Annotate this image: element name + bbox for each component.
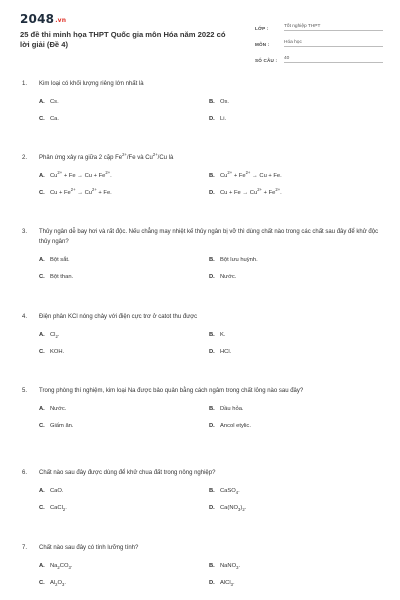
option-letter: C.: [39, 349, 45, 355]
meta-value: Hóa học: [284, 40, 383, 47]
question-2: [22, 153, 382, 197]
question-number: 2.: [22, 155, 28, 161]
option-d[interactable]: [209, 504, 379, 512]
options-row: [22, 579, 382, 587]
question-stem: [22, 386, 382, 396]
question-7: [22, 543, 382, 587]
options-row: [22, 422, 382, 430]
option-letter: D.: [209, 349, 215, 355]
option-b[interactable]: [209, 256, 379, 264]
option-letter: A.: [39, 332, 45, 338]
question-text: Chất nào sau đây có tính lưỡng tính?: [39, 545, 139, 551]
option-text: $Cu^{2+} + Fe^{2+} \to Cu + Fe$.: [220, 170, 282, 179]
option-text: Bột than.: [50, 274, 74, 280]
question-number: 6.: [22, 470, 28, 476]
option-d[interactable]: [209, 273, 379, 281]
question-number: 4.: [22, 314, 28, 320]
option-letter: C.: [39, 580, 45, 586]
option-text: Bột sắt.: [50, 257, 70, 263]
question-5: [22, 386, 382, 430]
meta-info: [255, 15, 383, 63]
option-b[interactable]: [209, 172, 379, 180]
option-b[interactable]: [209, 562, 379, 570]
option-text: K.: [220, 332, 226, 338]
question-3: [22, 227, 382, 281]
meta-value: Tốt nghiệp THPT: [284, 24, 383, 31]
question-text: Kim loại có khối lượng riêng lớn nhất là: [39, 81, 144, 87]
option-d[interactable]: [209, 422, 379, 430]
question-text: Trong phòng thí nghiệm, kim loại Na được bảo quản bằng cách ngâm trong chất lỏng nào sau đây?: [39, 388, 304, 394]
option-letter: C.: [39, 505, 45, 511]
option-letter: B.: [209, 332, 215, 338]
option-letter: A.: [39, 406, 45, 412]
option-d[interactable]: [209, 579, 379, 587]
options-row: [22, 331, 382, 339]
option-text: AlCl$_3$.: [220, 580, 235, 588]
option-b[interactable]: [209, 98, 379, 106]
question-text: Thủy ngân dễ bay hơi và rất độc. Nếu chẳng may nhiệt kế thủy ngân bị vỡ thì dùng chất nào trong các chất sau đây để khử độc thủy ngân?: [39, 229, 379, 245]
question-stem: [22, 468, 382, 478]
option-text: Ca.: [50, 116, 60, 122]
option-text: NaNO$_3$.: [220, 563, 241, 571]
question-4: [22, 312, 382, 356]
option-text: KOH.: [50, 349, 65, 355]
option-c[interactable]: [39, 422, 209, 430]
option-a[interactable]: [39, 562, 209, 570]
option-letter: A.: [39, 173, 45, 179]
question-1: [22, 79, 382, 123]
question-stem: [22, 153, 382, 163]
options-row: [22, 98, 382, 106]
options-row: [22, 348, 382, 356]
meta-row-class: [255, 15, 383, 31]
option-text: $Cu^{2+} + Fe \to Cu + Fe^{2+}$.: [50, 170, 112, 179]
option-letter: A.: [39, 257, 45, 263]
option-text: $Cl_2$.: [50, 332, 60, 340]
options-row: [22, 562, 382, 570]
option-letter: D.: [209, 423, 215, 429]
question-number: 7.: [22, 545, 28, 551]
option-text: Os.: [220, 99, 230, 105]
option-letter: B.: [209, 563, 215, 569]
option-letter: D.: [209, 116, 215, 122]
option-text: $Na_2CO_3$.: [50, 563, 73, 571]
meta-label: SỐ CÂU :: [255, 58, 278, 63]
meta-label: LỚP :: [255, 26, 269, 31]
options-row: [22, 115, 382, 123]
meta-label: MÔN :: [255, 42, 270, 47]
option-letter: C.: [39, 274, 45, 280]
option-c[interactable]: [39, 189, 209, 197]
option-text: HCl.: [220, 349, 232, 355]
option-text: Giấm ăn.: [50, 423, 74, 429]
options-row: [22, 487, 382, 495]
option-text: Dầu hỏa.: [220, 406, 244, 412]
options-row: [22, 273, 382, 281]
site-logo[interactable]: [20, 12, 66, 26]
option-d[interactable]: [209, 348, 379, 356]
option-text: $Cu + Fe \to Cu^{2+} + Fe^{2+}$.: [220, 187, 282, 196]
option-c[interactable]: [39, 579, 209, 587]
logo-text: 2048: [20, 12, 55, 26]
option-letter: B.: [209, 257, 215, 263]
question-number: 3.: [22, 229, 28, 235]
question-stem: [22, 227, 382, 247]
options-row: [22, 504, 382, 512]
option-text: Ancol etylic.: [220, 423, 251, 429]
option-letter: B.: [209, 99, 215, 105]
option-text: CaO.: [50, 488, 64, 494]
question-text: Phản ứng xảy ra giữa 2 cặp $Fe^{2+}/Fe$ và $Cu^{2+}/Cu$ là: [39, 152, 174, 161]
option-letter: C.: [39, 423, 45, 429]
option-text: $Al_2O_3$.: [50, 580, 66, 588]
option-a[interactable]: [39, 172, 209, 180]
option-a[interactable]: [39, 256, 209, 264]
meta-row-subject: [255, 31, 383, 47]
question-6: [22, 468, 382, 512]
option-d[interactable]: [209, 115, 379, 123]
option-letter: D.: [209, 580, 215, 586]
option-letter: B.: [209, 488, 215, 494]
option-text: CaCl$_2$.: [50, 505, 67, 513]
option-a[interactable]: [39, 331, 209, 339]
option-letter: C.: [39, 190, 45, 196]
option-letter: A.: [39, 563, 45, 569]
meta-row-count: [255, 47, 383, 63]
option-b[interactable]: [209, 487, 379, 495]
question-text: Chất nào sau đây được dùng để khử chua đất trong nông nghiệp?: [39, 470, 216, 476]
meta-value: 40: [284, 56, 383, 63]
option-b[interactable]: [209, 331, 379, 339]
option-b[interactable]: [209, 405, 379, 413]
question-number: 5.: [22, 388, 28, 394]
option-letter: B.: [209, 406, 215, 412]
option-a[interactable]: [39, 487, 209, 495]
logo-suffix: .vn: [55, 17, 67, 24]
option-letter: A.: [39, 488, 45, 494]
options-row: [22, 256, 382, 264]
options-row: [22, 189, 382, 197]
option-c[interactable]: [39, 273, 209, 281]
option-text: CaSO$_4$.: [220, 488, 240, 496]
option-text: Li.: [220, 116, 227, 122]
option-c[interactable]: [39, 348, 209, 356]
option-text: Cs.: [50, 99, 59, 105]
page-title: 25 đề thi minh họa THPT Quốc gia môn Hóa năm 2022 có lời giải (Đề 4): [20, 30, 226, 49]
option-text: Nước.: [50, 406, 67, 412]
question-text: Điện phân KCl nóng chảy với điện cực trơ ở catot thu được: [39, 314, 198, 320]
option-a[interactable]: [39, 98, 209, 106]
option-text: $Ca(NO_3)_2$.: [220, 505, 247, 513]
option-text: Bột lưu huỳnh.: [220, 257, 258, 263]
option-letter: D.: [209, 274, 215, 280]
question-stem: [22, 312, 382, 322]
option-letter: B.: [209, 173, 215, 179]
question-stem: [22, 543, 382, 553]
option-d[interactable]: [209, 189, 379, 197]
option-letter: D.: [209, 190, 215, 196]
question-stem: [22, 79, 382, 89]
option-a[interactable]: [39, 405, 209, 413]
option-text: Nước.: [220, 274, 237, 280]
option-letter: C.: [39, 116, 45, 122]
options-row: [22, 172, 382, 180]
option-letter: D.: [209, 505, 215, 511]
option-text: $Cu + Fe^{2+} \to Cu^{2+} + Fe$.: [50, 187, 112, 196]
options-row: [22, 405, 382, 413]
option-c[interactable]: [39, 115, 209, 123]
option-letter: A.: [39, 99, 45, 105]
question-number: 1.: [22, 81, 28, 87]
option-c[interactable]: [39, 504, 209, 512]
